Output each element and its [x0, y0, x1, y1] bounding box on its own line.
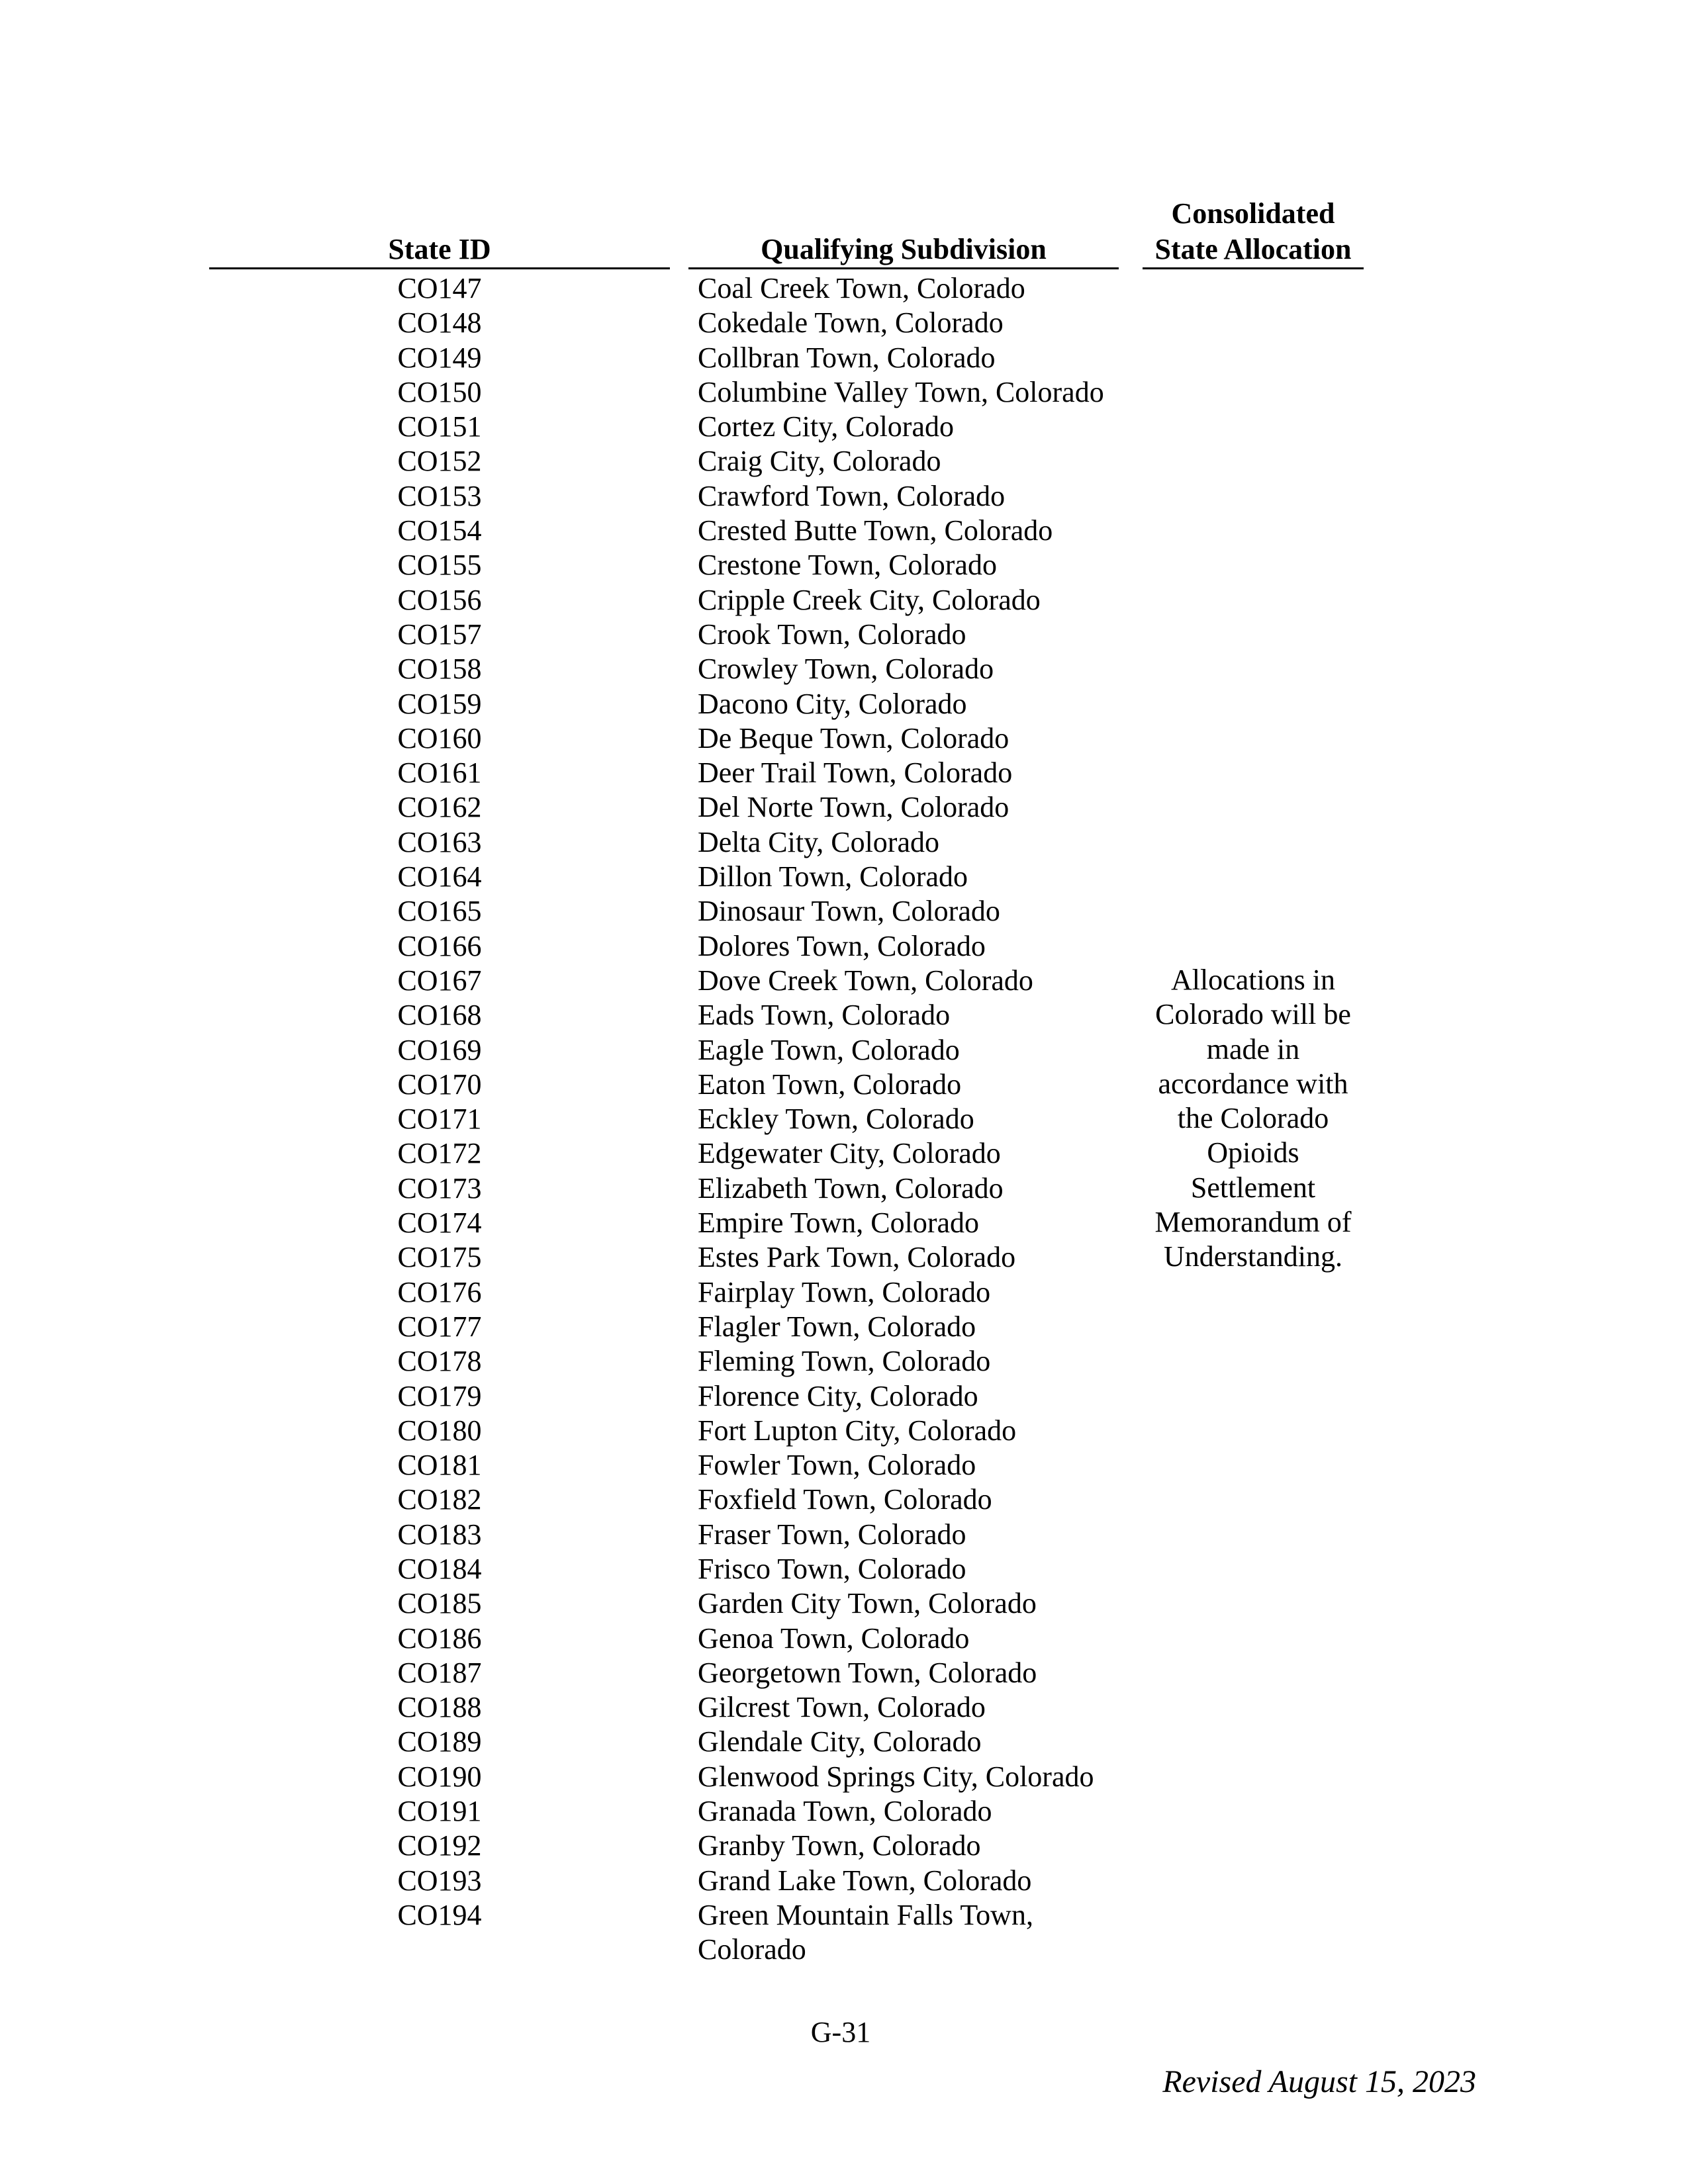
subdivision-cell: Crestone Town, Colorado [698, 549, 997, 582]
table-row [209, 271, 1136, 306]
state-id-cell: CO178 [397, 1345, 482, 1378]
subdivision-cell: Crawford Town, Colorado [698, 479, 1006, 512]
subdivision-cell: Genoa Town, Colorado [698, 1621, 970, 1655]
table-row [209, 1794, 1136, 1829]
subdivision-cell: Grand Lake Town, Colorado [698, 1864, 1032, 1897]
header-qualifying-subdivision: Qualifying Subdivision [688, 232, 1119, 269]
subdivision-cell: Glendale City, Colorado [698, 1725, 982, 1758]
state-id-cell: CO194 [397, 1898, 482, 1931]
state-id-cell: CO165 [397, 895, 482, 928]
header-allocation-text: Consolidated State Allocation [1154, 197, 1352, 265]
table-row [209, 514, 1136, 548]
state-id-cell: CO174 [397, 1206, 482, 1240]
subdivision-cell: Dillon Town, Colorado [698, 860, 968, 893]
subdivision-cell: Elizabeth Town, Colorado [698, 1171, 1004, 1205]
subdivision-cell: Craig City, Colorado [698, 445, 941, 478]
table-row [209, 721, 1136, 756]
subdivision-cell: Collbran Town, Colorado [698, 341, 996, 374]
table-row [209, 1829, 1136, 1863]
subdivision-cell: Estes Park Town, Colorado [698, 1241, 1016, 1274]
state-id-cell: CO155 [397, 549, 482, 582]
header-state-id: State ID [209, 232, 670, 269]
subdivision-cell: Foxfield Town, Colorado [698, 1483, 992, 1516]
state-id-cell: CO172 [397, 1137, 482, 1170]
subdivision-cell: Eads Town, Colorado [698, 999, 951, 1032]
state-id-cell: CO156 [397, 583, 482, 616]
state-id-cell: CO187 [397, 1656, 482, 1689]
state-id-cell: CO148 [397, 306, 482, 340]
state-id-cell: CO176 [397, 1275, 482, 1308]
table-row [209, 1518, 1136, 1552]
subdivision-cell: Cripple Creek City, Colorado [698, 583, 1041, 616]
header-consolidated-state-allocation [1143, 196, 1364, 269]
table-row [209, 479, 1136, 514]
subdivision-cell: Empire Town, Colorado [698, 1206, 980, 1240]
state-id-cell: CO157 [397, 617, 482, 651]
table-row [209, 375, 1136, 410]
table-row [209, 1136, 1136, 1171]
subdivision-cell: Granby Town, Colorado [698, 1829, 981, 1862]
state-id-cell: CO168 [397, 999, 482, 1032]
subdivision-cell: Crook Town, Colorado [698, 617, 966, 651]
state-id-cell: CO173 [397, 1171, 482, 1205]
table-row [209, 1482, 1136, 1517]
subdivision-cell: Cortez City, Colorado [698, 410, 954, 443]
table-row [209, 1414, 1136, 1448]
state-id-cell: CO154 [397, 514, 482, 547]
subdivision-table [209, 271, 1136, 1968]
state-id-cell: CO191 [397, 1795, 482, 1828]
state-id-cell: CO150 [397, 375, 482, 408]
subdivision-cell: Deer Trail Town, Colorado [698, 756, 1013, 790]
table-row [209, 1864, 1136, 1898]
state-id-cell: CO180 [397, 1414, 482, 1447]
table-row [209, 1760, 1136, 1794]
table-row [209, 410, 1136, 444]
state-id-cell: CO158 [397, 653, 482, 686]
table-row [209, 1552, 1136, 1586]
state-id-cell: CO169 [397, 1033, 482, 1066]
state-id-cell: CO177 [397, 1310, 482, 1343]
table-row [209, 860, 1136, 894]
subdivision-cell: Frisco Town, Colorado [698, 1552, 966, 1585]
table-row [209, 306, 1136, 340]
state-id-cell: CO189 [397, 1725, 482, 1758]
subdivision-cell: Delta City, Colorado [698, 825, 939, 858]
subdivision-cell: Florence City, Colorado [698, 1379, 978, 1412]
subdivision-cell: Crowley Town, Colorado [698, 653, 994, 686]
subdivision-cell: Glenwood Springs City, Colorado [698, 1760, 1094, 1793]
subdivision-cell: Eagle Town, Colorado [698, 1033, 960, 1066]
table-row [209, 756, 1136, 790]
subdivision-cell: De Beque Town, Colorado [698, 721, 1009, 754]
subdivision-cell: Dacono City, Colorado [698, 687, 967, 720]
table-row [209, 1898, 1136, 1968]
table-row [209, 1344, 1136, 1379]
subdivision-cell: Dinosaur Town, Colorado [698, 895, 1000, 928]
table-row [209, 1379, 1136, 1414]
table-row [209, 1725, 1136, 1759]
subdivision-cell: Dolores Town, Colorado [698, 929, 986, 962]
table-row [209, 1240, 1136, 1275]
subdivision-cell: Fowler Town, Colorado [698, 1449, 976, 1482]
state-id-cell: CO162 [397, 791, 482, 824]
state-id-cell: CO179 [397, 1379, 482, 1412]
table-row [209, 825, 1136, 860]
state-id-cell: CO163 [397, 825, 482, 858]
subdivision-cell: Green Mountain Falls Town, Colorado [698, 1898, 1033, 1966]
subdivision-cell: Crested Butte Town, Colorado [698, 514, 1053, 547]
subdivision-cell: Cokedale Town, Colorado [698, 306, 1004, 340]
subdivision-cell: Granada Town, Colorado [698, 1795, 992, 1828]
table-row [209, 652, 1136, 686]
subdivision-cell: Eaton Town, Colorado [698, 1068, 962, 1101]
table-row [209, 894, 1136, 929]
table-row [209, 790, 1136, 825]
state-id-cell: CO175 [397, 1241, 482, 1274]
table-row [209, 998, 1136, 1032]
state-id-cell: CO170 [397, 1068, 482, 1101]
state-id-cell: CO167 [397, 964, 482, 997]
table-row [209, 1621, 1136, 1656]
state-id-cell: CO192 [397, 1829, 482, 1862]
table-row [209, 1275, 1136, 1310]
state-id-cell: CO161 [397, 756, 482, 790]
table-row [209, 1102, 1136, 1136]
state-id-cell: CO188 [397, 1691, 482, 1724]
state-id-cell: CO181 [397, 1449, 482, 1482]
state-id-cell: CO185 [397, 1587, 482, 1620]
state-id-cell: CO149 [397, 341, 482, 374]
subdivision-cell: Dove Creek Town, Colorado [698, 964, 1033, 997]
table-row [209, 1033, 1136, 1068]
state-id-cell: CO147 [397, 272, 482, 304]
state-id-cell: CO183 [397, 1518, 482, 1551]
state-id-cell: CO160 [397, 721, 482, 754]
state-id-cell: CO159 [397, 687, 482, 720]
subdivision-cell: Del Norte Town, Colorado [698, 791, 1009, 824]
subdivision-cell: Fraser Town, Colorado [698, 1518, 966, 1551]
table-row [209, 1068, 1136, 1102]
table-row [209, 1656, 1136, 1690]
table-row [209, 687, 1136, 721]
state-id-cell: CO166 [397, 929, 482, 962]
subdivision-cell: Fleming Town, Colorado [698, 1345, 991, 1378]
table-row [209, 1206, 1136, 1240]
state-id-cell: CO190 [397, 1760, 482, 1793]
subdivision-cell: Flagler Town, Colorado [698, 1310, 976, 1343]
table-row [209, 617, 1136, 652]
allocation-note: Allocations in Colorado will be made in accordance with the Colorado Opioids Settlement Memorandum of Understanding. [1154, 964, 1352, 1273]
table-row [209, 444, 1136, 478]
page-number: G-31 [810, 2016, 871, 2048]
subdivision-cell: Georgetown Town, Colorado [698, 1656, 1037, 1689]
state-id-cell: CO193 [397, 1864, 482, 1897]
state-id-cell: CO164 [397, 860, 482, 893]
subdivision-cell: Gilcrest Town, Colorado [698, 1691, 986, 1724]
revised-date: Revised August 15, 2023 [1162, 2064, 1476, 2099]
table-row [209, 1586, 1136, 1621]
state-id-cell: CO151 [397, 410, 482, 443]
table-row [209, 583, 1136, 617]
table-row [209, 341, 1136, 375]
subdivision-cell: Fort Lupton City, Colorado [698, 1414, 1017, 1447]
table-row [209, 548, 1136, 582]
state-id-cell: CO186 [397, 1621, 482, 1655]
table-row [209, 929, 1136, 964]
subdivision-cell: Fairplay Town, Colorado [698, 1275, 991, 1308]
state-id-cell: CO184 [397, 1552, 482, 1585]
state-id-cell: CO171 [397, 1103, 482, 1136]
table-row [209, 1690, 1136, 1725]
subdivision-cell: Garden City Town, Colorado [698, 1587, 1037, 1620]
state-id-cell: CO152 [397, 445, 482, 478]
subdivision-cell: Edgewater City, Colorado [698, 1137, 1001, 1170]
table-row [209, 1171, 1136, 1206]
table-row [209, 1448, 1136, 1482]
subdivision-cell: Columbine Valley Town, Colorado [698, 375, 1104, 408]
table-row [209, 964, 1136, 998]
subdivision-cell: Coal Creek Town, Colorado [698, 272, 1025, 304]
state-id-cell: CO182 [397, 1483, 482, 1516]
subdivision-cell: Eckley Town, Colorado [698, 1103, 974, 1136]
table-row [209, 1310, 1136, 1344]
state-id-cell: CO153 [397, 479, 482, 512]
